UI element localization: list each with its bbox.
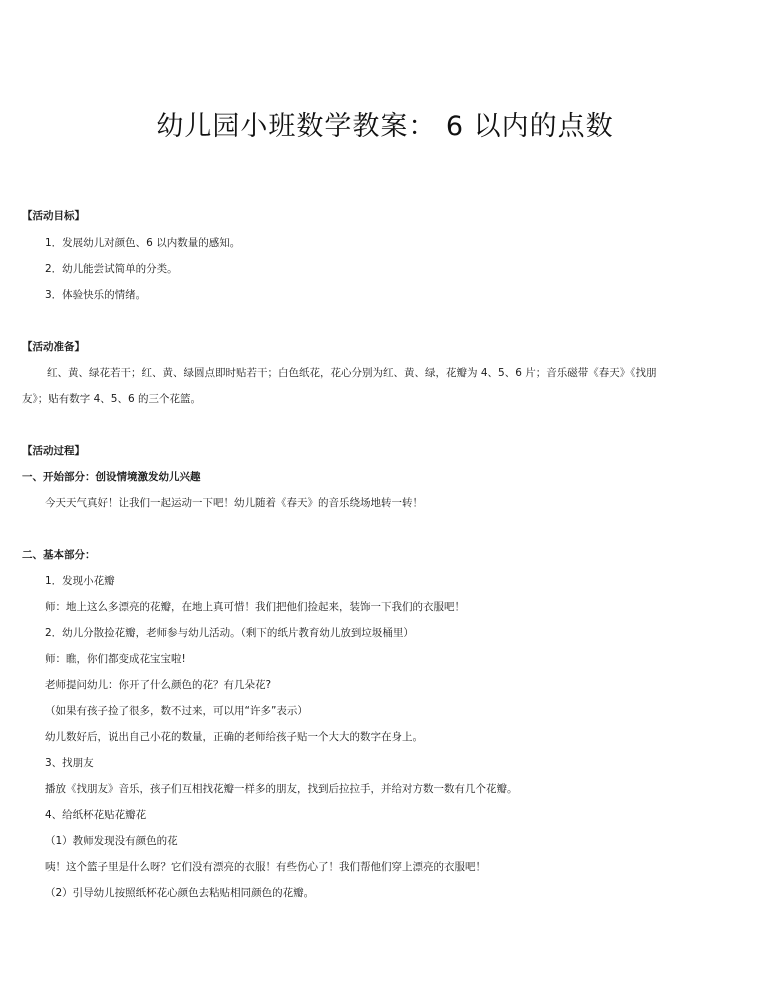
part1-heading: 一、开始部分：创设情境激发幼儿兴趣	[22, 471, 201, 483]
preparation-heading: 【活动准备】	[22, 341, 85, 353]
part2-line: （1）教师发现没有颜色的花	[45, 835, 178, 847]
part2-line: 师：地上这么多漂亮的花瓣，在地上真可惜！我们把他们捡起来，装饰一下我们的衣服吧！	[45, 601, 465, 613]
goals-heading: 【活动目标】	[22, 210, 85, 222]
goal-item: 3．体验快乐的情绪。	[45, 289, 147, 301]
preparation-text-continued: 友》；贴有数字 4、5、6 的三个花篮。	[22, 393, 201, 405]
part2-heading: 二、基本部分：	[22, 549, 96, 561]
preparation-text: 红、黄、绿花若干；红、黄、绿圆点即时贴若干；白色纸花，花心分别为红、黄、绿，花瓣为 4、5、6 片；音乐磁带《春天》《找朋	[47, 367, 657, 379]
part2-line: 4、给纸杯花贴花瓣花	[45, 809, 147, 821]
goal-item: 1．发展幼儿对颜色、6 以内数量的感知。	[45, 237, 241, 249]
part2-line: 播放《找朋友》音乐，孩子们互相找花瓣一样多的朋友，找到后拉拉手，并给对方数一数有几个花瓣。	[45, 783, 518, 795]
part2-line: （2）引导幼儿按照纸杯花心颜色去粘贴相同颜色的花瓣。	[45, 887, 315, 899]
document-title: 幼儿园小班数学教案： 6 以内的点数	[156, 111, 614, 142]
part2-line: 老师提问幼儿：你开了什么颜色的花？有几朵花?	[45, 679, 272, 691]
part2-line: 师：瞧，你们都变成花宝宝啦!	[45, 653, 186, 665]
part2-line: 幼儿数好后，说出自己小花的数量，正确的老师给孩子贴一个大大的数字在身上。	[45, 731, 423, 743]
process-heading: 【活动过程】	[22, 445, 85, 457]
part2-line: 2．幼儿分散捡花瓣，老师参与幼儿活动。（剩下的纸片教育幼儿放到垃圾桶里）	[45, 627, 414, 639]
part2-line: 咦！这个篮子里是什么呀？它们没有漂亮的衣服！有些伤心了！我们帮他们穿上漂亮的衣服吧！	[45, 861, 486, 873]
goal-item: 2．幼儿能尝试简单的分类。	[45, 263, 178, 275]
part1-text: 今天天气真好！让我们一起运动一下吧！幼儿随着《春天》的音乐绕场地转一转！	[45, 497, 423, 509]
part2-line: 3、找朋友	[45, 757, 94, 769]
part2-line: （如果有孩子捡了很多，数不过来，可以用“许多”表示）	[45, 705, 308, 717]
part2-line: 1．发现小花瓣	[45, 575, 115, 587]
